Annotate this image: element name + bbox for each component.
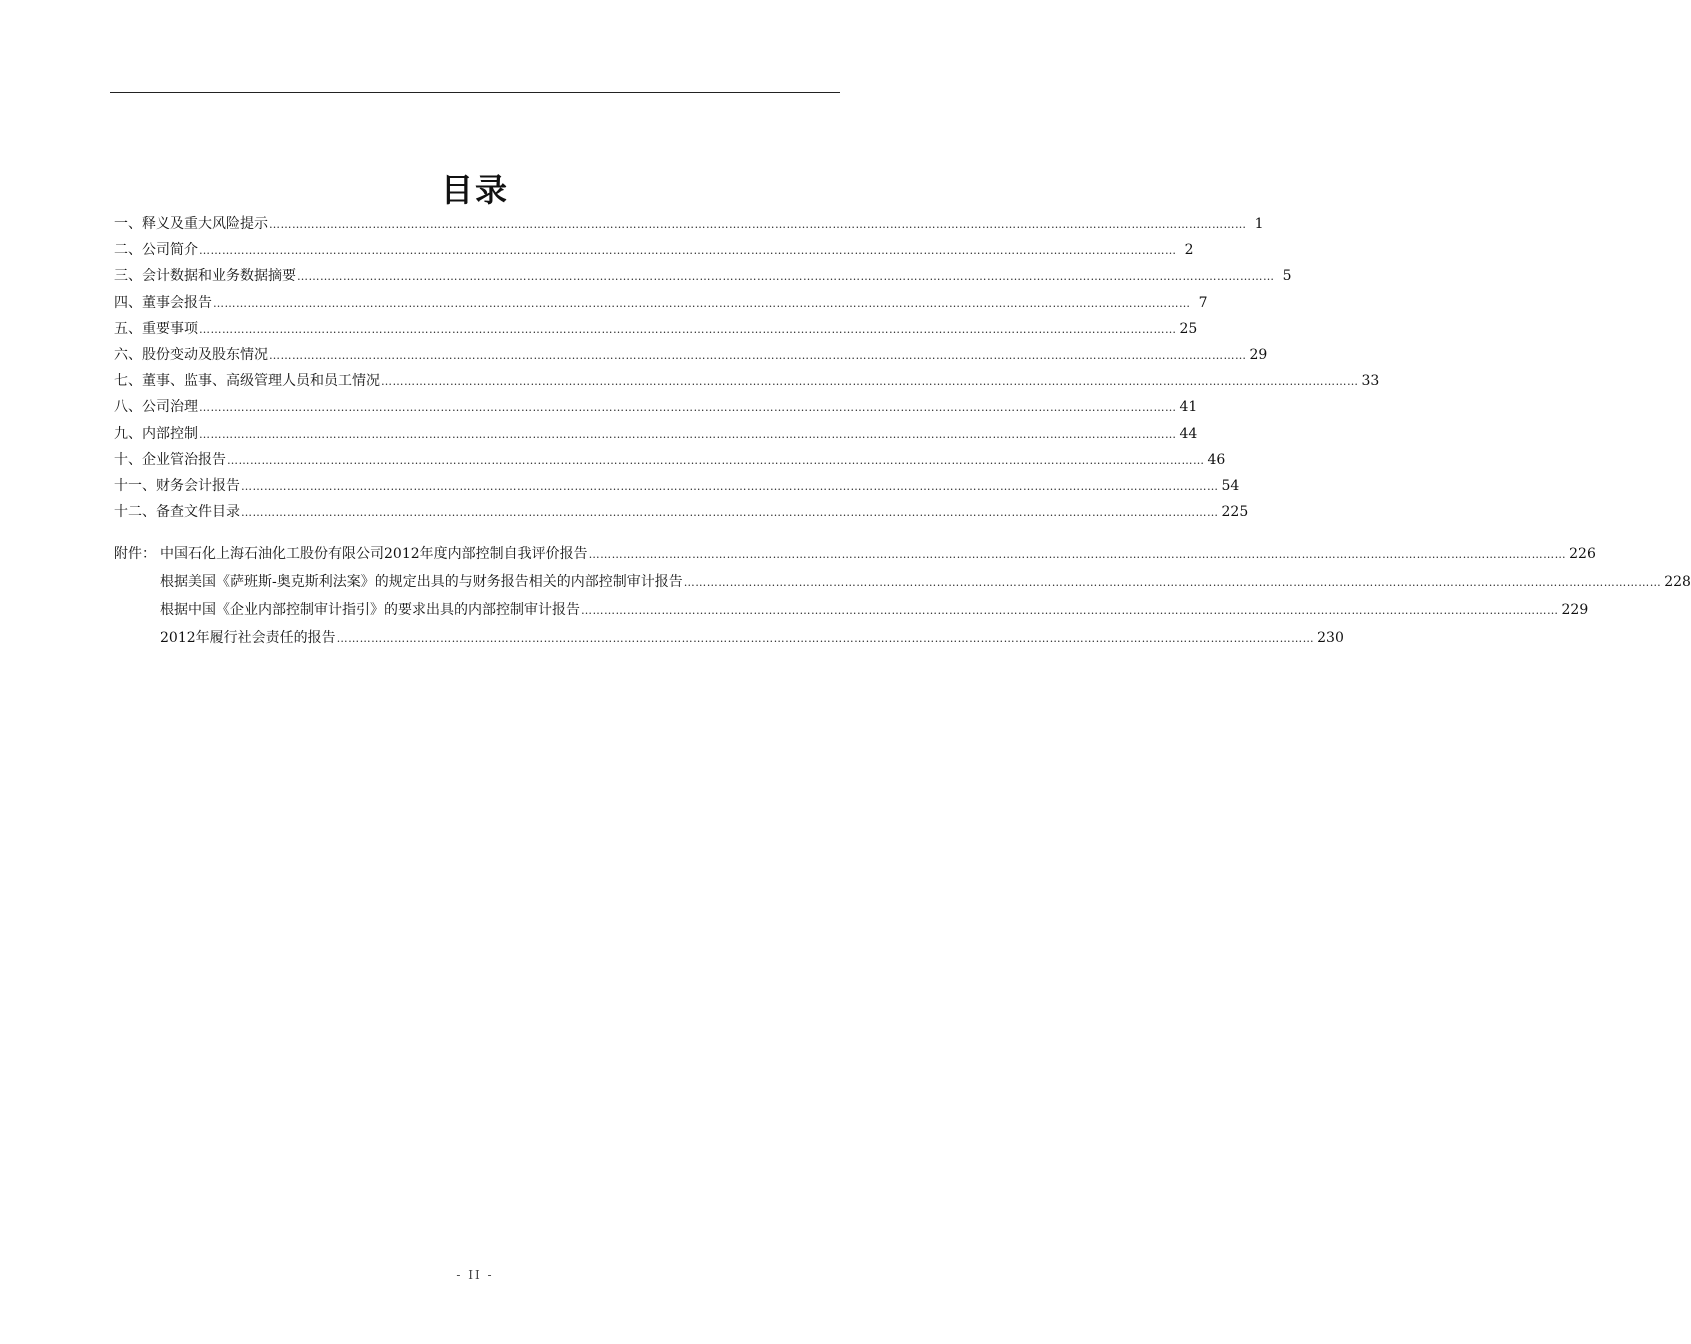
page-title: 目录 xyxy=(440,171,509,209)
toc-entry-label: 十二、备查文件目录 xyxy=(114,504,240,521)
table-of-contents xyxy=(114,211,1380,525)
appendix-entry-page: 226 xyxy=(1569,546,1596,562)
toc-entry-label: 二、公司简介 xyxy=(114,242,198,259)
toc-entry[interactable] xyxy=(114,237,1194,263)
appendix-entry-label: 根据美国《萨班斯-奥克斯利法案》的规定出具的与财务报告相关的内部控制审计报告 xyxy=(160,574,683,590)
toc-entry-label: 六、股份变动及股东情况 xyxy=(114,346,268,363)
dot-leader: ………………………………………………………………………………………………………………………………………………………………………………………………………………………………… xyxy=(241,479,1219,493)
header-rule xyxy=(110,92,840,93)
toc-entry[interactable] xyxy=(114,421,1198,447)
toc-entry-page: 54 xyxy=(1221,477,1240,494)
toc-entry-label: 四、董事会报告 xyxy=(114,294,212,311)
toc-entry[interactable] xyxy=(114,211,1264,237)
toc-entry-page: 225 xyxy=(1221,504,1249,521)
dot-leader: ………………………………………………………………………………………………………………………………………………………………………………………………………………………………… xyxy=(241,506,1219,520)
toc-entry[interactable] xyxy=(114,499,1249,525)
appendix-entry-page: 228 xyxy=(1664,574,1691,590)
toc-entry[interactable] xyxy=(114,368,1380,394)
dot-leader: ………………………………………………………………………………………………………………………………………………………………………………………………………………………………… xyxy=(581,604,1559,617)
appendix-entry[interactable] xyxy=(114,596,1589,624)
dot-leader: ………………………………………………………………………………………………………………………………………………………………………………………………………………………………… xyxy=(199,427,1177,441)
appendix-entry-label: 中国石化上海石油化工股份有限公司2012年度内部控制自我评价报告 xyxy=(160,546,588,562)
toc-entry-label: 十一、财务会计报告 xyxy=(114,477,240,494)
appendix-entry[interactable] xyxy=(114,540,1596,568)
appendix-entry-page: 230 xyxy=(1317,630,1344,646)
toc-entry-page: 7 xyxy=(1198,294,1208,311)
dot-leader: ………………………………………………………………………………………………………………………………………………………………………………………………………………………………… xyxy=(269,218,1247,231)
toc-entry[interactable] xyxy=(114,290,1208,316)
toc-entry-label: 七、董事、监事、高级管理人员和员工情况 xyxy=(114,373,380,390)
toc-entry-label: 八、公司治理 xyxy=(114,399,198,416)
appendix-entry-label: 2012年履行社会责任的报告 xyxy=(160,630,336,646)
appendix-entry[interactable] xyxy=(114,568,1691,596)
toc-entry[interactable] xyxy=(114,394,1198,420)
toc-entry-page: 41 xyxy=(1179,399,1198,416)
dot-leader: ………………………………………………………………………………………………………………………………………………………………………………………………………………………………… xyxy=(199,401,1177,415)
toc-entry[interactable] xyxy=(114,473,1240,499)
dot-leader: ………………………………………………………………………………………………………………………………………………………………………………………………………………………………… xyxy=(269,348,1247,362)
dot-leader: ………………………………………………………………………………………………………………………………………………………………………………………………………………………………… xyxy=(683,576,1662,589)
toc-entry-page: 33 xyxy=(1361,373,1380,390)
toc-entry[interactable] xyxy=(114,316,1198,342)
appendix-entry-page: 229 xyxy=(1561,602,1589,618)
toc-entry-label: 三、会计数据和业务数据摘要 xyxy=(114,268,296,285)
appendix-prefix: 附件： xyxy=(114,546,156,562)
toc-entry-page: 2 xyxy=(1184,242,1194,259)
toc-entry-page: 44 xyxy=(1179,425,1198,442)
dot-leader: ………………………………………………………………………………………………………………………………………………………………………………………………………………………………… xyxy=(336,632,1315,645)
page-number-footer: - II - xyxy=(456,1268,494,1282)
dot-leader: ………………………………………………………………………………………………………………………………………………………………………………………………………………………………… xyxy=(227,453,1205,467)
dot-leader: ………………………………………………………………………………………………………………………………………………………………………………………………………………………………… xyxy=(199,322,1177,336)
appendix-entry-label: 根据中国《企业内部控制审计指引》的要求出具的内部控制审计报告 xyxy=(160,602,580,618)
dot-leader: ………………………………………………………………………………………………………………………………………………………………………………………………………………………………… xyxy=(381,375,1359,389)
dot-leader: ………………………………………………………………………………………………………………………………………………………………………………………………………………………………… xyxy=(588,548,1567,561)
toc-entry-label: 十、企业管治报告 xyxy=(114,451,226,468)
toc-entry-label: 五、重要事项 xyxy=(114,320,198,337)
appendix-list xyxy=(114,540,1691,652)
toc-entry[interactable] xyxy=(114,342,1268,368)
toc-entry-page: 25 xyxy=(1179,320,1198,337)
toc-entry-page: 1 xyxy=(1254,216,1264,232)
toc-entry[interactable] xyxy=(114,447,1226,473)
toc-entry[interactable] xyxy=(114,263,1292,289)
toc-entry-page: 29 xyxy=(1249,346,1268,363)
toc-entry-page: 5 xyxy=(1282,268,1292,285)
dot-leader: ………………………………………………………………………………………………………………………………………………………………………………………………………………………………… xyxy=(199,244,1177,258)
toc-entry-page: 46 xyxy=(1207,451,1226,468)
dot-leader: ………………………………………………………………………………………………………………………………………………………………………………………………………………………………… xyxy=(297,270,1275,284)
dot-leader: ………………………………………………………………………………………………………………………………………………………………………………………………………………………………… xyxy=(213,296,1191,310)
toc-entry-label: 一、释义及重大风险提示 xyxy=(114,216,268,232)
appendix-entry[interactable] xyxy=(114,624,1344,652)
toc-entry-label: 九、内部控制 xyxy=(114,425,198,442)
